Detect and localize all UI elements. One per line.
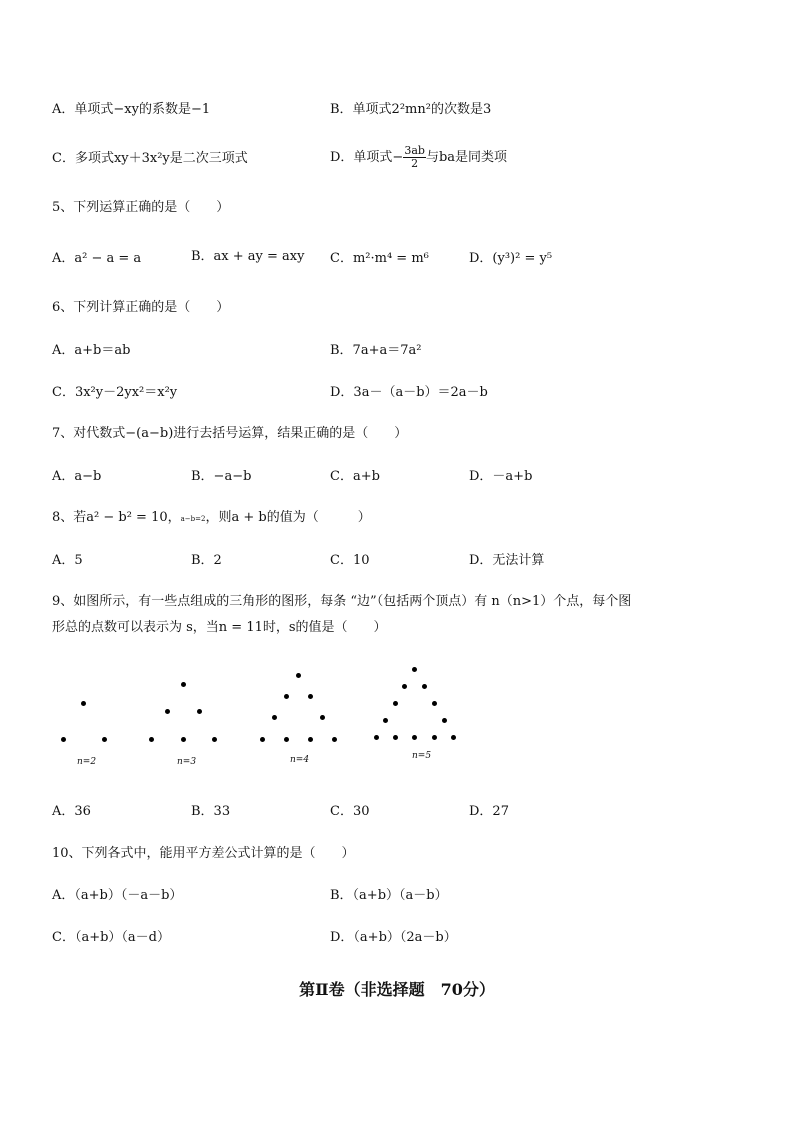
- figure-dot: [102, 737, 107, 742]
- q5-stem: 5、下列运算正确的是（ ）: [52, 200, 230, 215]
- fraction-numerator: 3ab: [404, 144, 425, 157]
- figure-dot: [284, 737, 289, 742]
- q10-option-c: C．（a+b）（a－d）: [52, 930, 170, 945]
- q8-stem: [52, 509, 371, 528]
- q10-stem: 10、下列各式中，能用平方差公式计算的是（ ）: [52, 846, 355, 861]
- figure-dot: [412, 667, 417, 672]
- figure-dot: [181, 682, 186, 687]
- q4-option-d-prefix: D．单项式−: [330, 150, 404, 165]
- figure-dot: [432, 701, 437, 706]
- q8-option-d: D．无法计算: [469, 553, 545, 568]
- figure-dot: [272, 715, 277, 720]
- figure-dot: [165, 709, 170, 714]
- q4-option-a: A．单项式−xy的系数是−1: [52, 102, 211, 117]
- figure-dot: [442, 718, 447, 723]
- q4-option-c: C．多项式xy＋3x²y是二次三项式: [52, 151, 248, 166]
- figure-dot: [81, 701, 86, 706]
- q7-option-d: D．－a+b: [469, 469, 533, 484]
- q5-option-d: D．(y³)² = y⁵: [469, 251, 553, 266]
- q9-stem-line2: 形总的点数可以表示为 s，当n = 11时，s的值是（ ）: [52, 620, 387, 635]
- figure-dot: [402, 684, 407, 689]
- q8-stem-end: ，则a + b的值为（ ）: [205, 510, 371, 525]
- q10-option-a: A．（a+b）（－a－b）: [52, 888, 183, 903]
- figure-dot: [332, 737, 337, 742]
- figure-dot: [260, 737, 265, 742]
- figure-dot: [308, 737, 313, 742]
- figure-dot: [383, 718, 388, 723]
- figure-dot: [197, 709, 202, 714]
- q9-option-b: B．33: [191, 804, 231, 819]
- figure-dot: [181, 737, 186, 742]
- q8-stem-start: 8、若a² − b² = 10，: [52, 510, 181, 525]
- figure-dot: [320, 715, 325, 720]
- q5-option-c: C．m²·m⁴ = m⁶: [330, 251, 429, 266]
- q7-stem: 7、对代数式−(a−b)进行去括号运算，结果正确的是（ ）: [52, 426, 408, 441]
- q6-stem: 6、下列计算正确的是（ ）: [52, 300, 230, 315]
- q8-stem-small-condition: a−b=2: [180, 515, 206, 523]
- figure-dot: [393, 701, 398, 706]
- q4-option-d-suffix: 与ba是同类项: [425, 150, 508, 165]
- fraction-denominator: 2: [411, 157, 419, 170]
- q6-option-a: A．a+b＝ab: [52, 343, 131, 358]
- q6-option-c: C．3x²y－2yx²＝x²y: [52, 385, 178, 400]
- figure-dot: [393, 735, 398, 740]
- figure-caption-n4: n=4: [290, 755, 310, 765]
- figure-dot: [284, 694, 289, 699]
- figure-caption-n2: n=2: [77, 757, 97, 767]
- figure-dot: [451, 735, 456, 740]
- q7-option-b: B．−a−b: [191, 469, 252, 484]
- q10-option-b: B．（a+b）（a－b）: [330, 888, 448, 903]
- figure-caption-n5: n=5: [412, 751, 432, 761]
- q5-option-b: B．ax + ay = axy: [191, 249, 305, 264]
- q8-option-c: C．10: [330, 553, 370, 568]
- figure-dot: [432, 735, 437, 740]
- q7-option-c: C．a+b: [330, 469, 380, 484]
- q8-option-a: A．5: [52, 553, 83, 568]
- q9-option-a: A．36: [52, 804, 91, 819]
- figure-dot: [422, 684, 427, 689]
- q10-option-d: D．（a+b）（2a－b）: [330, 930, 457, 945]
- q8-option-b: B．2: [191, 553, 222, 568]
- q4-option-d-fraction: [403, 145, 426, 170]
- q4-option-d: [330, 141, 507, 175]
- figure-dot: [308, 694, 313, 699]
- q7-option-a: A．a−b: [52, 469, 102, 484]
- q5-option-a: A．a² − a = a: [52, 251, 142, 266]
- figure-dot: [412, 735, 417, 740]
- figure-dot: [212, 737, 217, 742]
- q9-option-c: C．30: [330, 804, 370, 819]
- q4-option-b: B．单项式2²mn²的次数是3: [330, 102, 492, 117]
- figure-dot: [149, 737, 154, 742]
- q9-option-d: D．27: [469, 804, 509, 819]
- q6-option-d: D．3a－（a－b）＝2a－b: [330, 385, 488, 400]
- q6-option-b: B．7a+a＝7a²: [330, 343, 422, 358]
- figure-dot: [61, 737, 66, 742]
- figure-caption-n3: n=3: [177, 757, 197, 767]
- section-title: 第Ⅱ卷（非选择题 70分）: [299, 980, 495, 999]
- figure-dot: [374, 735, 379, 740]
- figure-dot: [296, 673, 301, 678]
- q9-stem-line1: 9、如图所示，有一些点组成的三角形的图形，每条 “边”（包括两个顶点）有 n（n>1）个点，每个图: [52, 594, 632, 609]
